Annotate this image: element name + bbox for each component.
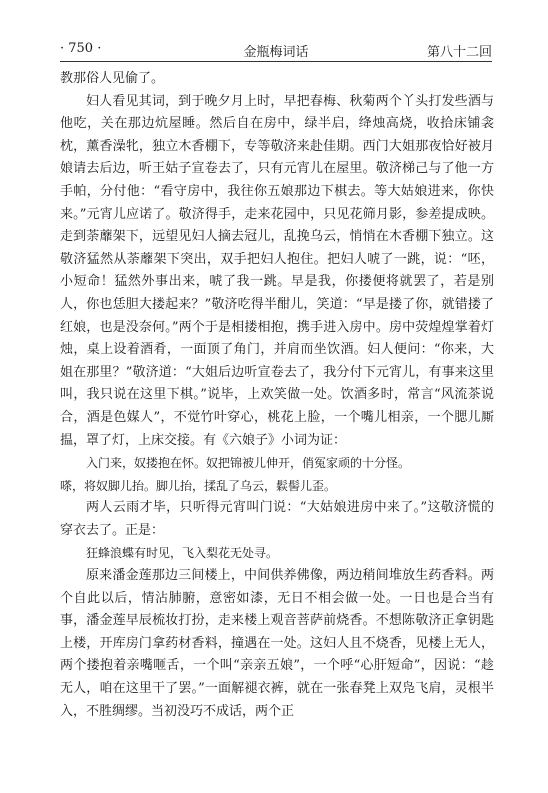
paragraph: 妇人看见其词，到于晚夕月上时，早把春梅、秋菊两个丫头打发些酒与他吃，关在那边炕屋睡。然后自在房中，绿半启，绛烛高烧，收拾床铺衾枕，薰香澡牝，独立木香棚下，专等敬济来赴佳期。西门大姐那夜恰好被月娘请去后边，听王姑子宣卷去了，只有元宵儿在屋里。敬济梯己与了他一方手帕，分付他：“看守房中，我往你五娘那边下棋去。等大姑娘进来，你快来。”元宵儿应诺了。敬济得手，走来花园中，只见花筛月影，参差提成映。走到荼蘼架下，远望见妇人摘去冠儿，乱挽乌云，悄悄在木香棚下独立。这敬济猛然从荼蘼架下突出，双手把妇人抱住。把妇人唬了一跳，说：“呸，小短命！猛然外事出来，唬了我一跳。早是我，你搂便将就罢了，若是别人，你也恁胆大搂起来？”敬济吃得半酣儿，笑道：“早是搂了你，就错搂了红娘，也是没奈何。”两个于是相搂相抱，携手进入房中。房中荧煌煌掌着灯烛，桌上设着酒肴，一面顶了角门，并肩而坐饮酒。妇人便问：“你来，大姐在那里？”敬济道：“大姐后边听宣卷去了，我分付下元宵儿，有事来这里叫，我只说在这里下棋。”说毕，上欢笑做一处。饮酒多时，常言“风流茶说合，酒是色媒人”，不觉竹叶穿心，桃花上脸，一个嘴儿相亲，一个腮儿厮揾，罩了灯，上床交接。有《六娘子》小词为证： (60, 93, 494, 448)
paragraph: 两人云雨才毕，只听得元宵叫门说：“大姑娘进房中来了。”这敬济慌的穿衣去了。正是： (60, 500, 494, 538)
poem-line: 入门来，奴搂抱在怀。奴把锦被儿伸开，俏冤家顽的十分怪。 (86, 456, 411, 471)
chapter-title: 第八十二回 (426, 45, 492, 60)
page-number: · 750 · (60, 41, 102, 56)
paragraph: 原来潘金莲那边三间楼上，中间供养佛像，两边稍间堆放生药香料。两个自此以后，情沾肺腑，意密如漆，无日不相会做一处。一日也是合当有事，潘金莲早辰梳妆打扮，走来楼上观音菩萨前烧香。不想陈敬济正拿钥匙上楼，开库房门拿药材香料，撞遇在一处。这妇人且不烧香，见楼上无人，两个搂抱着亲嘴咂舌，一个叫“亲亲五娘”，一个呼“心肝短命”，因说：“趁无人，咱在这里干了罢。”一面解褪衣裤，就在一张春凳上双凫飞肩，灵根半入，不胜绸缪。当初没巧不成话，两个正 (60, 568, 494, 719)
poem-line: 嗏，将奴脚儿抬。脚儿抬，揉乱了乌云，鬏髻儿歪。 (60, 478, 337, 493)
page-header (60, 37, 492, 61)
verse-couplet: 狂蜂浪蝶有时见，飞入梨花无处寻。 (86, 546, 279, 561)
paragraph-continued: 教那俗人见偷了。 (60, 71, 165, 86)
header-rule (60, 61, 492, 62)
book-title: 金瓶梅词话 (243, 45, 309, 60)
page-body (60, 68, 494, 723)
